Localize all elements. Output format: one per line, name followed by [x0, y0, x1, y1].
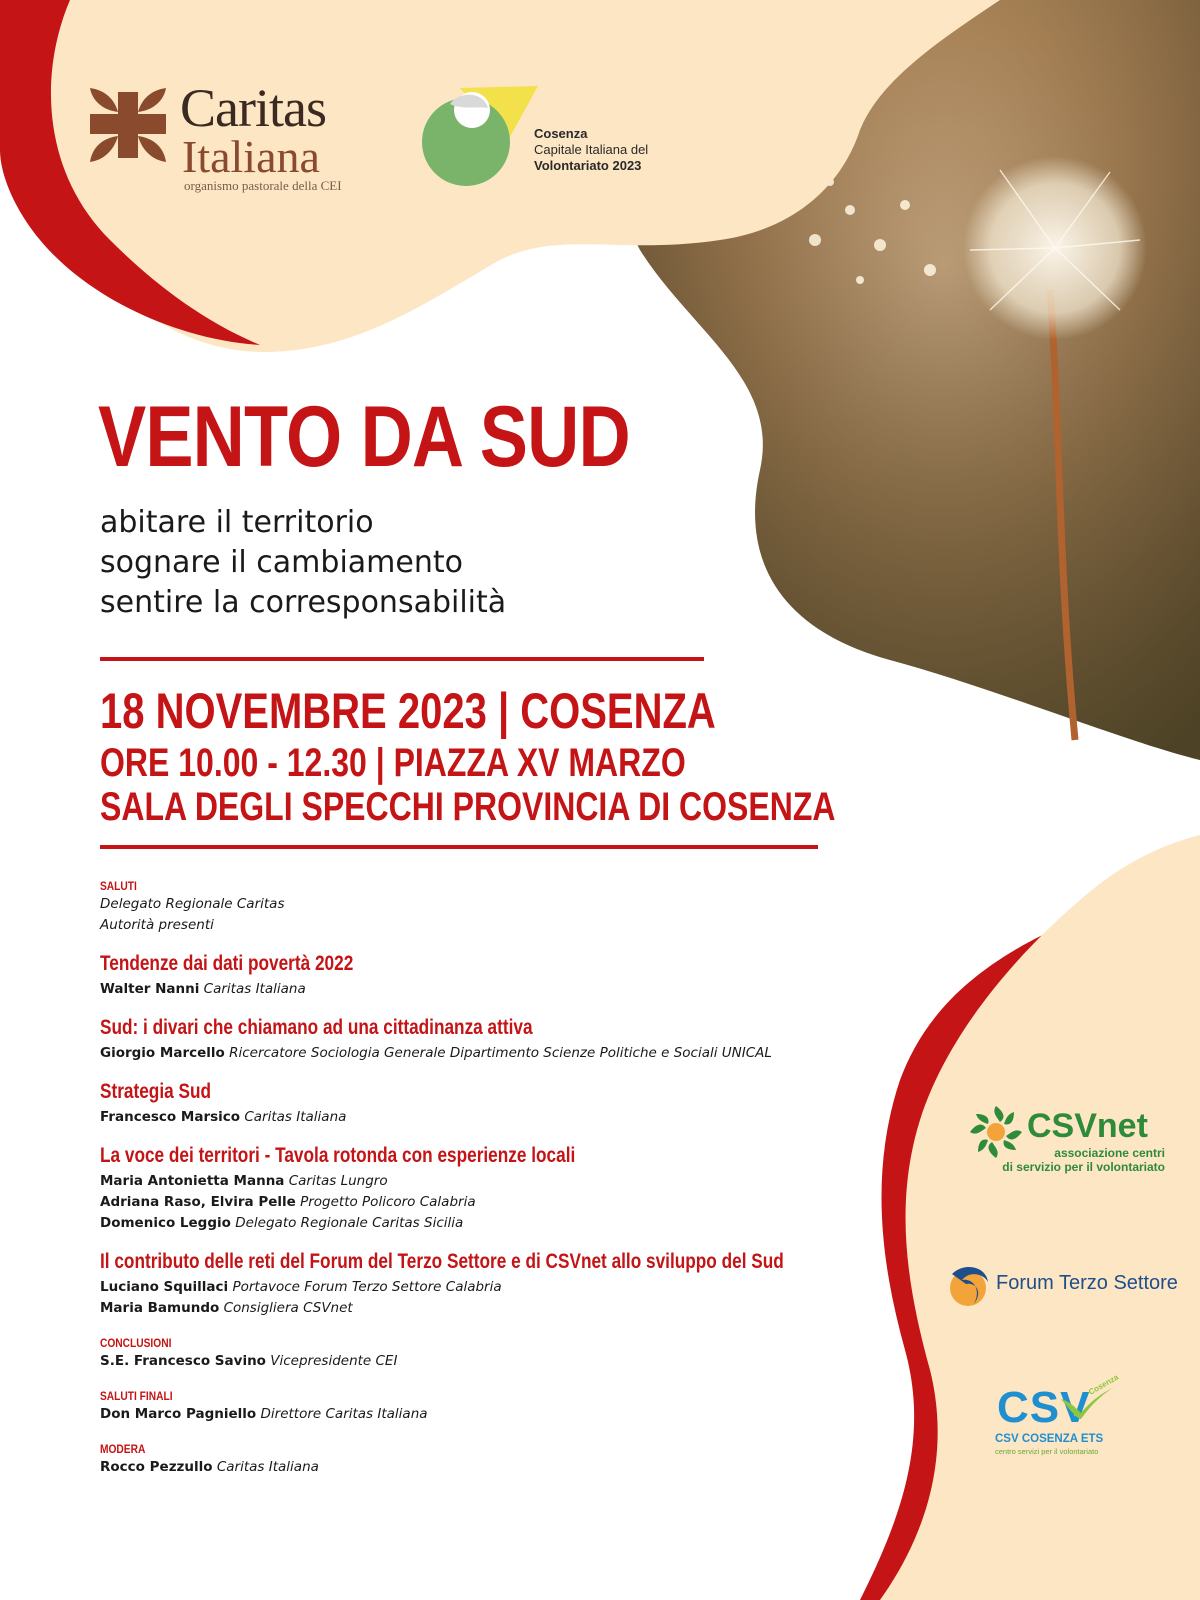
speaker-role: Caritas Italiana	[244, 1109, 347, 1125]
section-heading: Sud: i divari che chiamano ad una cittadinanza attiva	[100, 1016, 533, 1039]
cosenza-mark-icon	[420, 84, 550, 194]
speaker-role: Caritas Lungro	[288, 1173, 388, 1189]
speaker-name: Luciano Squillaci	[100, 1279, 229, 1295]
divider-top	[100, 657, 704, 661]
csvnet-swirl-icon	[968, 1104, 1024, 1160]
speaker-name: Adriana Raso, Elvira Pelle	[100, 1194, 296, 1210]
speaker-name: Francesco Marsico	[100, 1109, 241, 1125]
cosenza-line2: Capitale Italiana del	[534, 142, 649, 157]
section-heading: CONCLUSIONI	[100, 1336, 172, 1350]
speaker-role: Delegato Regionale Caritas	[100, 896, 285, 912]
forum-name: Forum Terzo Settore	[996, 1272, 1178, 1294]
speaker-name: Maria Antonietta Manna	[100, 1173, 285, 1189]
forum-terzo-settore-logo	[944, 1260, 1184, 1310]
speaker-role: Consigliera CSVnet	[223, 1300, 353, 1316]
caritas-title: Caritas	[180, 78, 326, 138]
section-heading: Strategia Sud	[100, 1080, 212, 1103]
programme-section	[100, 952, 880, 1000]
event-time-place: ORE 10.00 - 12.30 | PIAZZA XV MARZO	[100, 741, 686, 785]
csv-cosenza-tagline: centro servizi per il volontariato	[995, 1447, 1099, 1456]
speaker-line	[100, 1404, 880, 1425]
speaker-name: S.E. Francesco Savino	[100, 1353, 266, 1369]
speaker-name: Giorgio Marcello	[100, 1045, 225, 1061]
section-heading: SALUTI FINALI	[100, 1389, 173, 1403]
speaker-role: Delegato Regionale Caritas Sicilia	[235, 1215, 464, 1231]
cosenza-volontariato-logo	[420, 84, 680, 194]
divider-bottom	[100, 845, 818, 849]
speaker-role: Portavoce Forum Terzo Settore Calabria	[232, 1279, 502, 1295]
programme-section	[100, 1080, 880, 1128]
programme-section	[100, 878, 880, 936]
csv-cosenza-logo	[995, 1372, 1135, 1456]
csv-cosenza-name: CSV COSENZA ETS	[995, 1433, 1104, 1445]
csv-mark: CSV	[997, 1383, 1091, 1432]
caritas-subtitle: Italiana	[182, 131, 320, 182]
programme-section	[100, 1016, 880, 1064]
programme-section	[100, 1441, 880, 1478]
speaker-role: Caritas Italiana	[203, 981, 306, 997]
programme-section	[100, 1144, 880, 1234]
section-heading: MODERA	[100, 1442, 146, 1456]
event-date-place: 18 NOVEMBRE 2023 | COSENZA	[100, 683, 716, 739]
speaker-role: Direttore Caritas Italiana	[260, 1406, 428, 1422]
speaker-line	[100, 1351, 880, 1372]
speaker-role: Vicepresidente CEI	[270, 1353, 398, 1369]
forum-swirl-icon	[944, 1260, 994, 1310]
caritas-cross-icon	[82, 84, 174, 166]
cosenza-line1: Cosenza	[534, 126, 588, 141]
subtitle	[100, 503, 506, 623]
programme-section	[100, 1335, 880, 1372]
speaker-line	[100, 1171, 880, 1192]
programme-section	[100, 1250, 880, 1319]
csvnet-tagline-2: di servizio per il volontariato	[1002, 1160, 1165, 1174]
section-heading: Il contributo delle reti del Forum del Terzo Settore e di CSVnet allo sviluppo del Sud	[100, 1250, 784, 1273]
speaker-name: Walter Nanni	[100, 981, 200, 997]
section-heading: Tendenze dai dati povertà 2022	[100, 952, 354, 975]
csv-script: Cosenza	[1087, 1372, 1120, 1397]
csvnet-tagline-1: associazione centri	[1054, 1146, 1165, 1160]
cosenza-line3: Volontariato 2023	[534, 158, 642, 173]
main-title: VENTO DA SUD	[98, 389, 630, 485]
speaker-name: Don Marco Pagniello	[100, 1406, 257, 1422]
csvnet-name: CSVnet	[1027, 1107, 1148, 1145]
speaker-line	[100, 1043, 880, 1064]
speaker-name: Maria Bamundo	[100, 1300, 220, 1316]
caritas-logo	[82, 78, 382, 202]
subtitle-line: abitare il territorio	[100, 505, 374, 540]
speaker-name: Domenico Leggio	[100, 1215, 231, 1231]
subtitle-line: sentire la corresponsabilità	[100, 585, 507, 620]
csvnet-logo	[965, 1104, 1165, 1184]
speaker-line	[100, 1277, 880, 1298]
speaker-line	[100, 1298, 880, 1319]
programme-section	[100, 1388, 880, 1425]
speaker-line	[100, 1192, 880, 1213]
programme	[100, 878, 880, 1494]
caritas-org-text: organismo pastorale della CEI	[184, 178, 342, 193]
speaker-line	[100, 979, 880, 1000]
subtitle-line: sognare il cambiamento	[100, 545, 463, 580]
speaker-line	[100, 1107, 880, 1128]
section-heading: La voce dei territori - Tavola rotonda con esperienze locali	[100, 1144, 576, 1167]
event-venue: SALA DEGLI SPECCHI PROVINCIA DI COSENZA	[100, 785, 836, 829]
speaker-role: Ricercatore Sociologia Generale Dipartimento Scienze Politiche e Sociali UNICAL	[229, 1045, 772, 1061]
section-heading: SALUTI	[100, 879, 137, 893]
speaker-line	[100, 1457, 880, 1478]
speaker-role: Caritas Italiana	[216, 1459, 319, 1475]
speaker-name: Rocco Pezzullo	[100, 1459, 213, 1475]
speaker-role: Progetto Policoro Calabria	[300, 1194, 476, 1210]
speaker-role: Autorità presenti	[100, 917, 214, 933]
speaker-line	[100, 1213, 880, 1234]
